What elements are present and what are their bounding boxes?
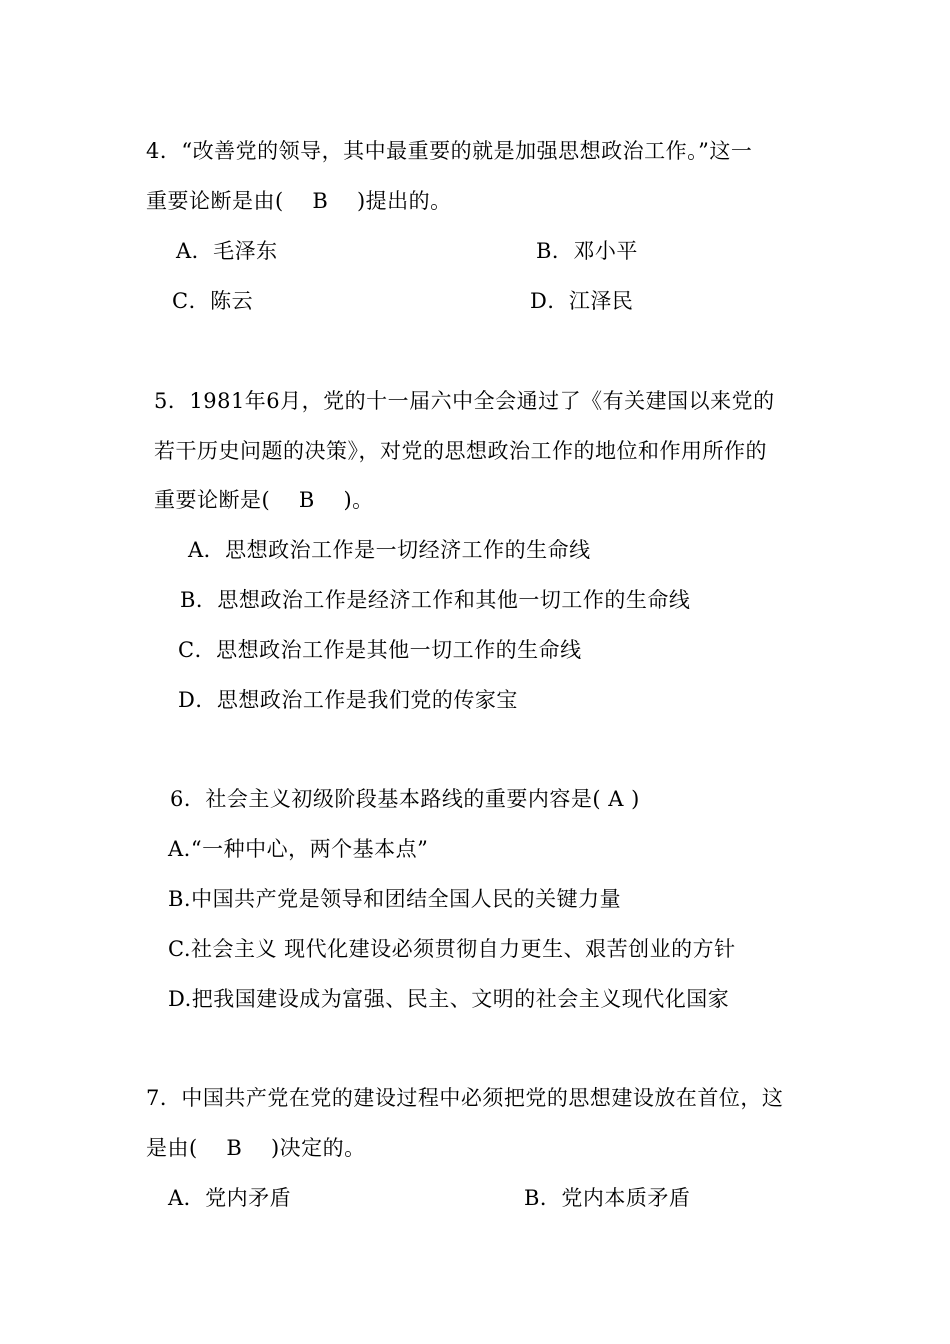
question-4-line-2: 重要论断是由( B )提出的。 <box>146 189 452 213</box>
question-6-option-d: D.把我国建设成为富强、民主、文明的社会主义现代化国家 <box>168 987 730 1011</box>
question-4-option-c: C．陈云 <box>172 289 254 313</box>
question-7-line-1: 7．中国共产党在党的建设过程中必须把党的思想建设放在首位，这 <box>146 1086 784 1110</box>
question-5-option-b: B．思想政治工作是经济工作和其他一切工作的生命线 <box>180 588 691 612</box>
question-5-option-d: D．思想政治工作是我们党的传家宝 <box>178 688 518 712</box>
question-4-option-d: D．江泽民 <box>530 289 634 313</box>
question-5-option-a: A．思想政治工作是一切经济工作的生命线 <box>188 538 591 562</box>
question-5-line-3: 重要论断是( B )。 <box>154 488 374 512</box>
question-4-line-1: 4．“改善党的领导，其中最重要的就是加强思想政治工作。”这一 <box>146 139 753 163</box>
question-6-line-1: 6．社会主义初级阶段基本路线的重要内容是( A ) <box>170 787 640 811</box>
question-7-line-2: 是由( B )决定的。 <box>146 1136 366 1160</box>
question-5-option-c: C．思想政治工作是其他一切工作的生命线 <box>178 638 582 662</box>
question-4-option-a: A．毛泽东 <box>176 239 278 263</box>
question-5-line-2: 若干历史问题的决策》，对党的思想政治工作的地位和作用所作的 <box>154 439 767 463</box>
question-6-option-c: C.社会主义 现代化建设必须贯彻自力更生、艰苦创业的方针 <box>168 937 736 961</box>
question-4-option-b: B．邓小平 <box>536 239 638 263</box>
question-6-option-a: A.“一种中心，两个基本点” <box>168 837 429 861</box>
question-7-option-b: B．党内本质矛盾 <box>524 1186 691 1210</box>
question-7-option-a: A．党内矛盾 <box>168 1186 292 1210</box>
question-5-line-1: 5．1981年6月，党的十一届六中全会通过了《有关建国以来党的 <box>154 389 775 413</box>
question-6-option-b: B.中国共产党是领导和团结全国人民的关键力量 <box>168 887 622 911</box>
